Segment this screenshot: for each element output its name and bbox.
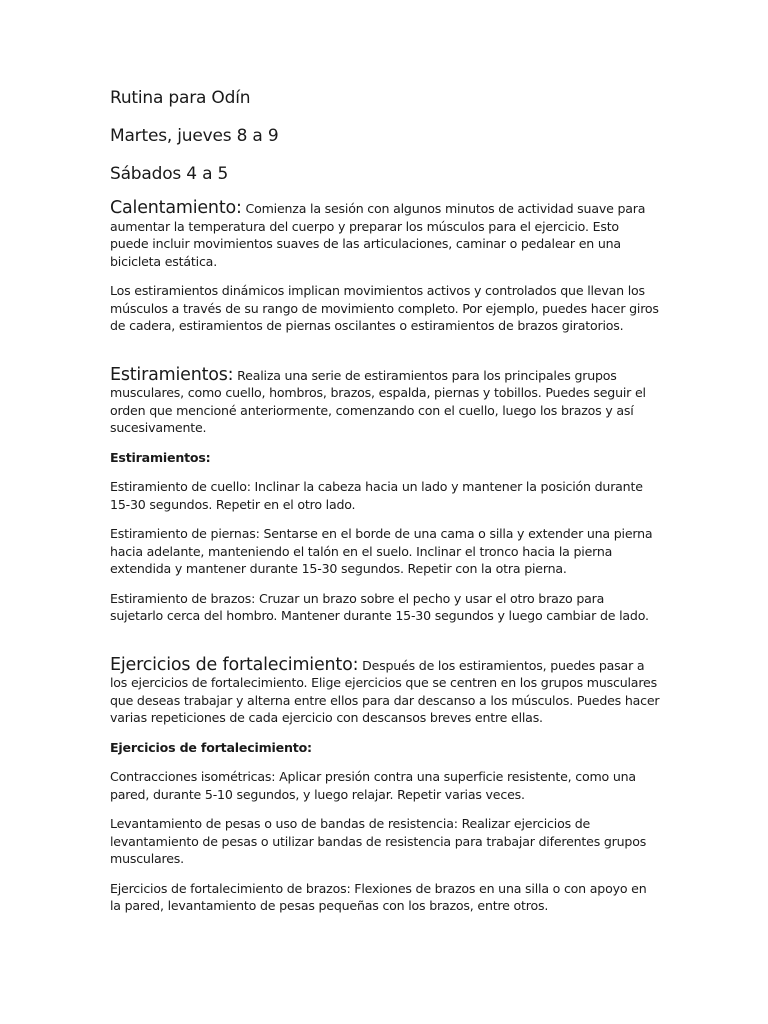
- document-page: [110, 86, 660, 927]
- stretch-item-neck: Estiramiento de cuello: Inclinar la cabeza hacia un lado y mantener la posición durante 15-30 segundos. Repetir en el otro lado.: [110, 479, 643, 512]
- stretching-paragraph: [110, 364, 660, 437]
- warmup-heading: Calentamiento:: [110, 198, 242, 218]
- warmup-text: Comienza la sesión con algunos minutos de actividad suave para aumentar la temperatura del cuerpo y preparar los músculos para el ejercicio. Esto puede incluir movimientos suaves de las articulaciones, caminar o pedalear en una bicicleta estática.: [110, 201, 646, 269]
- section-spacer: [110, 347, 660, 367]
- strength-text: Después de los estiramientos, puedes pasar a los ejercicios de fortalecimiento. Elige ejercicios que se centren en los grupos musculares que deseas trabajar y alterna entre ellos para dar descanso a los músculos. Puedes hacer varias repeticiones de cada ejercicio con descansos breves entre ellas.: [110, 657, 660, 725]
- strength-item-isometric: Contracciones isométricas: Aplicar presión contra una superficie resistente, como una pared, durante 5-10 segundos, y luego relajar. Repetir varias veces.: [110, 769, 636, 802]
- stretching-text: Realiza una serie de estiramientos para los principales grupos musculares, como cuello, hombros, brazos, espalda, piernas y tobillos. Puedes seguir el orden que mencioné anteriormente, comenzando con el cuello, luego los brazos y así sucesivamente.: [110, 367, 646, 435]
- strength-heading: Ejercicios de fortalecimiento:: [110, 654, 359, 675]
- strength-item-weights: Levantamiento de pesas o uso de bandas de resistencia: Realizar ejercicios de levantamiento de pesas o utilizar bandas de resistencia para trabajar diferentes grupos musculares.: [110, 816, 647, 866]
- strength-paragraph: [110, 654, 660, 727]
- schedule-weekdays: Martes, jueves 8 a 9: [110, 126, 279, 146]
- strength-item-arms: Ejercicios de fortalecimiento de brazos: Flexiones de brazos en una silla o con apoyo en la pared, levantamiento de pesas pequeñas con los brazos, entre otros.: [110, 880, 647, 913]
- schedule-saturday: Sábados 4 a 5: [110, 164, 229, 184]
- stretch-item-arms: Estiramiento de brazos: Cruzar un brazo sobre el pecho y usar el otro brazo para sujetarlo cerca del hombro. Mantener durante 15-30 segundos y luego cambiar de lado.: [110, 590, 649, 623]
- stretching-heading: Estiramientos:: [110, 364, 234, 385]
- dynamic-stretch-paragraph: Los estiramientos dinámicos implican movimientos activos y controlados que llevan los músculos a través de su rango de movimiento completo. Por ejemplo, puedes hacer giros de cadera, estiramientos de piernas oscilantes o estiramientos de brazos giratorios.: [110, 283, 659, 333]
- stretch-item-legs: Estiramiento de piernas: Sentarse en el borde de una cama o silla y extender una pierna hacia adelante, manteniendo el talón en el suelo. Inclinar el tronco hacia la pierna extendida y mantener durante 15-30 segundos. Repetir con la otra pierna.: [110, 526, 653, 576]
- warmup-paragraph: [110, 200, 660, 270]
- document-title: Rutina para Odín: [110, 88, 251, 108]
- section-spacer: [110, 637, 660, 657]
- stretching-subheading: Estiramientos:: [110, 449, 211, 465]
- strength-subheading: Ejercicios de fortalecimiento:: [110, 739, 312, 755]
